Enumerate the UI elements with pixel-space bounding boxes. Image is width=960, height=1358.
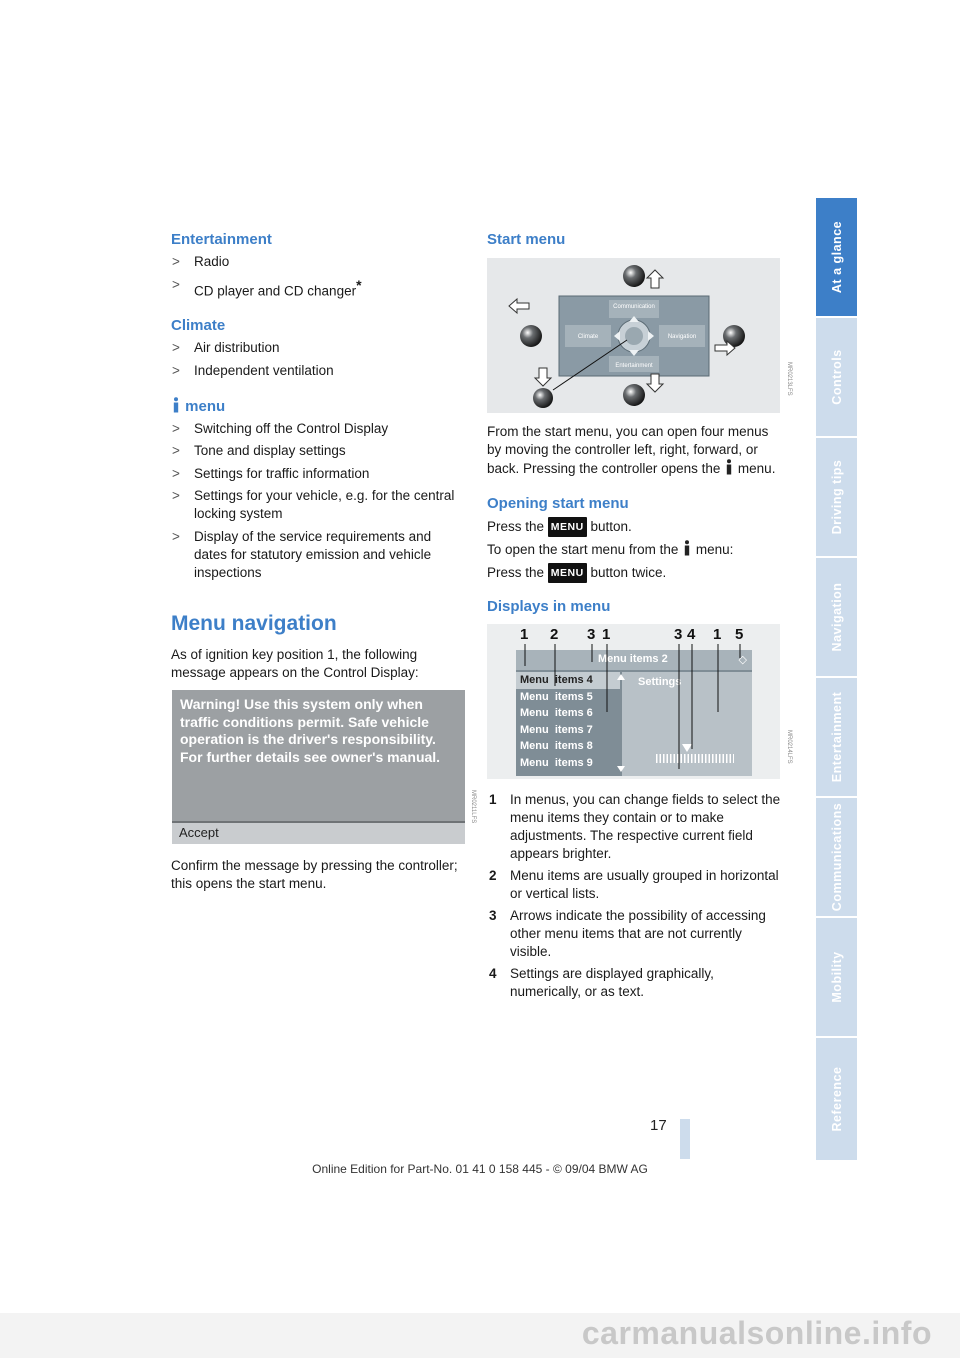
fig-label-top: Communication (613, 304, 655, 310)
info-icon (171, 397, 181, 413)
list-item[interactable]: Menu items 7 (520, 723, 593, 736)
start-menu-heading: Start menu (487, 231, 566, 248)
tab-controls[interactable]: Controls (816, 318, 857, 438)
warning-message: Warning! Use this system only when traffic conditions permit. Safe vehicle operation is the driver's responsibility. For further details see owner's manual. (180, 696, 441, 765)
start-menu-body: From the start menu, you can open four menus by moving the controller left, right, forward, or back. Pressing the controller opens the menu. (487, 424, 776, 476)
opening-line-3: Press the MENU button twice. (487, 563, 783, 583)
list-item: 1 In menus, you can change fields to select the menu items they contain or to make adjustments. The respective current field appears brighter. (489, 792, 781, 861)
figure-code: MR0214LFS (786, 730, 792, 764)
fig-label-right: Navigation (667, 334, 697, 340)
list-item: > Settings for traffic information (172, 465, 370, 481)
displays-in-menu-heading: Displays in menu (487, 598, 611, 615)
opening-line-1: Press the MENU button. (487, 517, 783, 537)
controller-diagram (487, 258, 780, 413)
menu-title-bar: Menu items 2 ◇ (516, 650, 752, 670)
fig-label-left: Climate (577, 334, 599, 340)
menu-button-icon: MENU (548, 517, 587, 537)
list-item[interactable]: Menu items 8 (520, 740, 593, 752)
list-item: > Settings for your vehicle, e.g. for the central locking system (172, 488, 455, 521)
fig-label-bottom: Entertainment (615, 363, 653, 369)
list-item[interactable]: Menu items 5 (520, 690, 593, 703)
list-item: > Switching off the Control Display (172, 420, 389, 436)
opening-start-menu-heading: Opening start menu (487, 495, 629, 512)
warning-screen-figure (172, 690, 465, 844)
tab-communications[interactable]: Communications (816, 798, 857, 918)
list-item: > Independent ventilation (172, 362, 334, 378)
list-item[interactable]: Menu items 4 (516, 672, 620, 689)
expand-icon: ◇ (738, 654, 747, 666)
confirm-text: Confirm the message by pressing the controller; this opens the start menu. (171, 858, 458, 891)
figure-code: MR0211LFS (470, 790, 476, 824)
climate-list (171, 339, 467, 380)
list-item: > Tone and display settings (172, 443, 346, 458)
entertainment-list (171, 253, 467, 300)
displays-numbered-list (487, 791, 783, 1005)
callout-numbers: 1 2 3 1 3 4 1 5 (520, 626, 744, 643)
list-item: > Air distribution (172, 340, 280, 355)
menu-navigation-intro: As of ignition key position 1, the following message appears on the Control Display: (171, 646, 419, 680)
list-item: 2 Menu items are usually grouped in horizontal or vertical lists. (489, 868, 779, 901)
menu-button-icon: MENU (548, 563, 587, 583)
list-item: 3 Arrows indicate the possibility of accessing other menu items that are not currently visible. (489, 908, 766, 959)
tab-entertainment[interactable]: Entertainment (816, 678, 857, 798)
watermark: carmanualsonline.info (581, 1315, 932, 1351)
tab-at-a-glance[interactable]: At a glance (816, 198, 857, 318)
settings-panel: Settings (622, 672, 752, 776)
figure-code: MR0213LFS (786, 362, 792, 396)
opening-line-2: To open the start menu from the menu: (487, 542, 734, 557)
callout-leaders (487, 624, 780, 779)
optional-equipment-asterisk: * (356, 276, 362, 293)
list-item: 4 Settings are displayed graphically, numerically, or as text. (489, 966, 714, 999)
list-item: > Radio (172, 254, 230, 269)
tab-mobility[interactable]: Mobility (816, 918, 857, 1038)
climate-heading: Climate (171, 317, 226, 334)
list-item[interactable]: Menu items 9 (520, 756, 593, 769)
info-icon (724, 459, 734, 475)
info-icon (682, 540, 692, 556)
entertainment-heading: Entertainment (171, 231, 272, 248)
left-column (171, 231, 467, 682)
accept-button[interactable]: Accept (172, 821, 465, 844)
list-item: > CD player and CD changer* (172, 276, 362, 298)
list-item: > Display of the service requirements and dates for statutory emission and vehicle inspections (172, 528, 432, 580)
edition-line: Online Edition for Part-No. 01 41 0 158 445 - © 09/04 BMW AG (312, 1162, 648, 1176)
tab-reference[interactable]: Reference (816, 1038, 857, 1162)
i-menu-list (171, 420, 467, 582)
watermark-bar (0, 1313, 960, 1358)
start-menu-figure (487, 258, 780, 413)
page-marker (680, 1119, 690, 1159)
list-item[interactable]: Menu items 6 (520, 707, 593, 719)
tab-navigation[interactable]: Navigation (816, 558, 857, 678)
menu-navigation-heading: Menu navigation (171, 611, 337, 635)
tab-driving-tips[interactable]: Driving tips (816, 438, 857, 558)
displays-figure (487, 624, 780, 779)
page-number: 17 (650, 1117, 667, 1134)
i-menu-heading: menu (171, 397, 467, 415)
